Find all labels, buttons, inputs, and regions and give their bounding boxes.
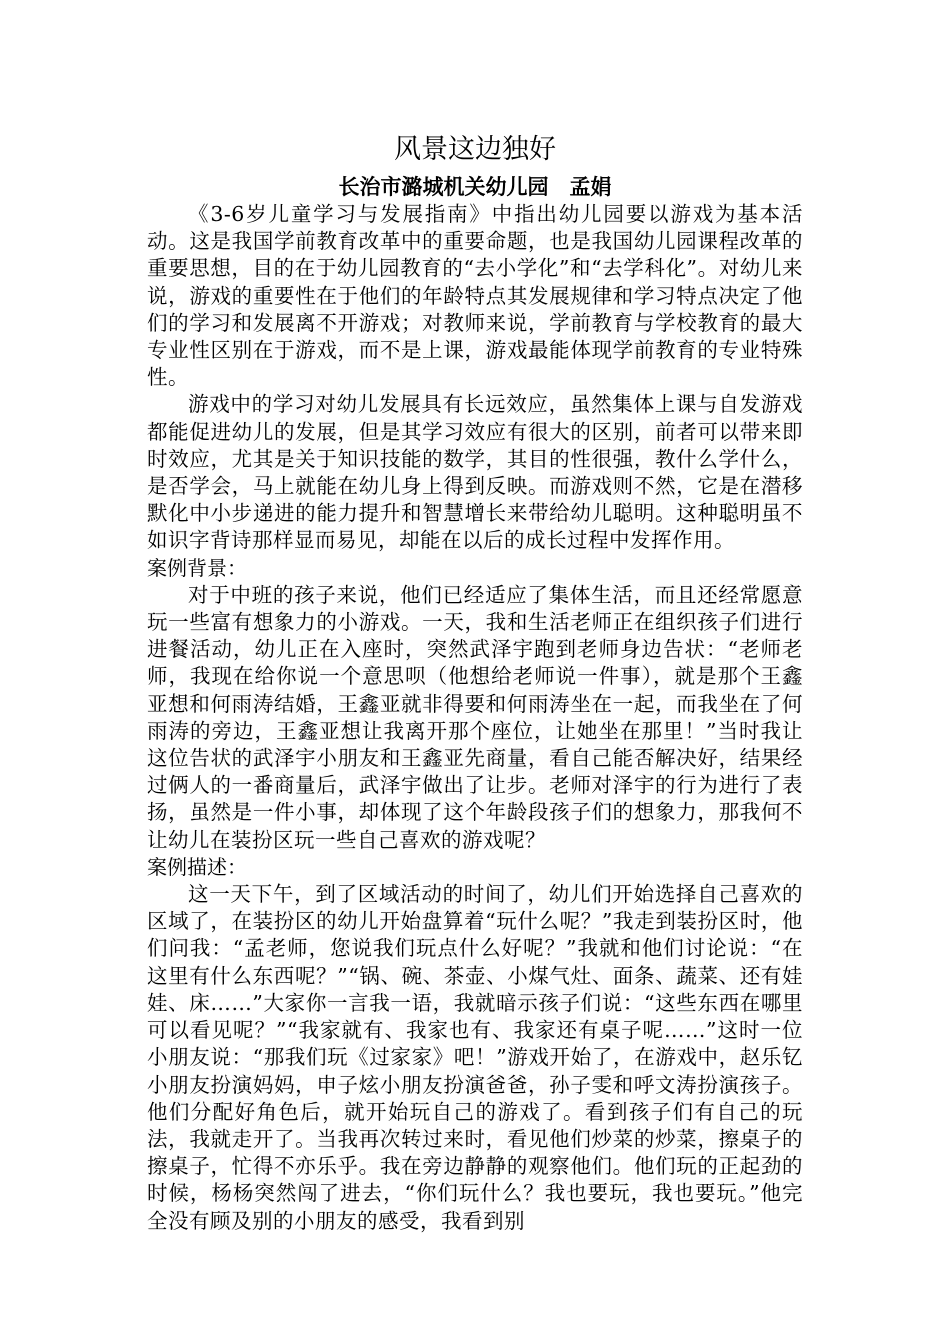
- document-body: [147, 201, 803, 1235]
- description-heading: 案例描述：: [147, 854, 247, 879]
- document-title: 风景这边独好: [394, 134, 556, 165]
- intro-paragraph-1: 《3-6岁儿童学习与发展指南》中指出幼儿园要以游戏为基本活动。这是我国学前教育改革中的重要命题，也是我国幼儿园课程改革的重要思想，目的在于幼儿园教育的“去小学化”和“去学科化”。对幼儿来说，游戏的重要性在于他们的年龄特点其发展规律和学习特点决定了他们的学习和发展离不开游戏；对教师来说，学前教育与学校教育的最大专业性区别在于游戏，而不是上课，游戏最能体现学前教育的专业特殊性。: [147, 202, 803, 390]
- description-paragraph: 这一天下午，到了区域活动的时间了，幼儿们开始选择自己喜欢的区域了，在装扮区的幼儿开始盘算着“玩什么呢？”我走到装扮区时，他们问我：“孟老师，您说我们玩点什么好呢？”我就和他们讨论说：“在这里有什么东西呢？”“锅、碗、茶壶、小煤气灶、面条、蔬菜、还有娃娃、床……”大家你一言我一语，我就暗示孩子们说：“这些东西在哪里可以看见呢？”“我家就有、我家也有、我家还有桌子呢……”这时一位小朋友说：“那我们玩《过家家》吧！”游戏开始了，在游戏中，赵乐钇小朋友扮演妈妈，申子炫小朋友扮演爸爸，孙子雯和呼文涛扮演孩子。他们分配好角色后，就开始玩自己的游戏了。看到孩子们有自己的玩法，我就走开了。当我再次转过来时，看见他们炒菜的炒菜，擦桌子的擦桌子，忙得不亦乐乎。我在旁边静静的观察他们。他们玩的正起劲的时候，杨杨突然闯了进去，“你们玩什么？我也要玩，我也要玩。”他完全没有顾及别的小朋友的感受，我看到别: [147, 882, 803, 1233]
- background-heading: 案例背景：: [147, 555, 247, 580]
- intro-paragraph-2: 游戏中的学习对幼儿发展具有长远效应，虽然集体上课与自发游戏都能促进幼儿的发展，但是其学习效应有很大的区别，前者可以带来即时效应，尤其是关于知识技能的数学，其目的性很强，教什么学什么，是否学会，马上就能在幼儿身上得到反映。而游戏则不然，它是在潜移默化中小步递进的能力提升和智慧增长来带给幼儿聪明。这种聪明虽不如识字背诗那样显而易见，却能在以后的成长过程中发挥作用。: [147, 392, 803, 553]
- background-paragraph: 对于中班的孩子来说，他们已经适应了集体生活，而且还经常愿意玩一些富有想象力的小游戏。一天，我和生活老师正在组织孩子们进行进餐活动，幼儿正在入座时，突然武泽宇跑到老师身边告状：“老师老师，我现在给你说一个意思呗（他想给老师说一件事），就是那个王鑫亚想和何雨涛结婚，王鑫亚就非得要和何雨涛坐在一起，而我坐在了何雨涛的旁边，王鑫亚想让我离开那个座位，让她坐在那里！”当时我让这位告状的武泽宇小朋友和王鑫亚先商量，看自己能否解决好，结果经过俩人的一番商量后，武泽宇做出了让步。老师对泽宇的行为进行了表扬，虽然是一件小事，却体现了这个年龄段孩子们的想象力，那我何不让幼儿在装扮区玩一些自己喜欢的游戏呢？: [147, 582, 803, 852]
- document-author: 长治市潞城机关幼儿园 孟娟: [338, 175, 612, 199]
